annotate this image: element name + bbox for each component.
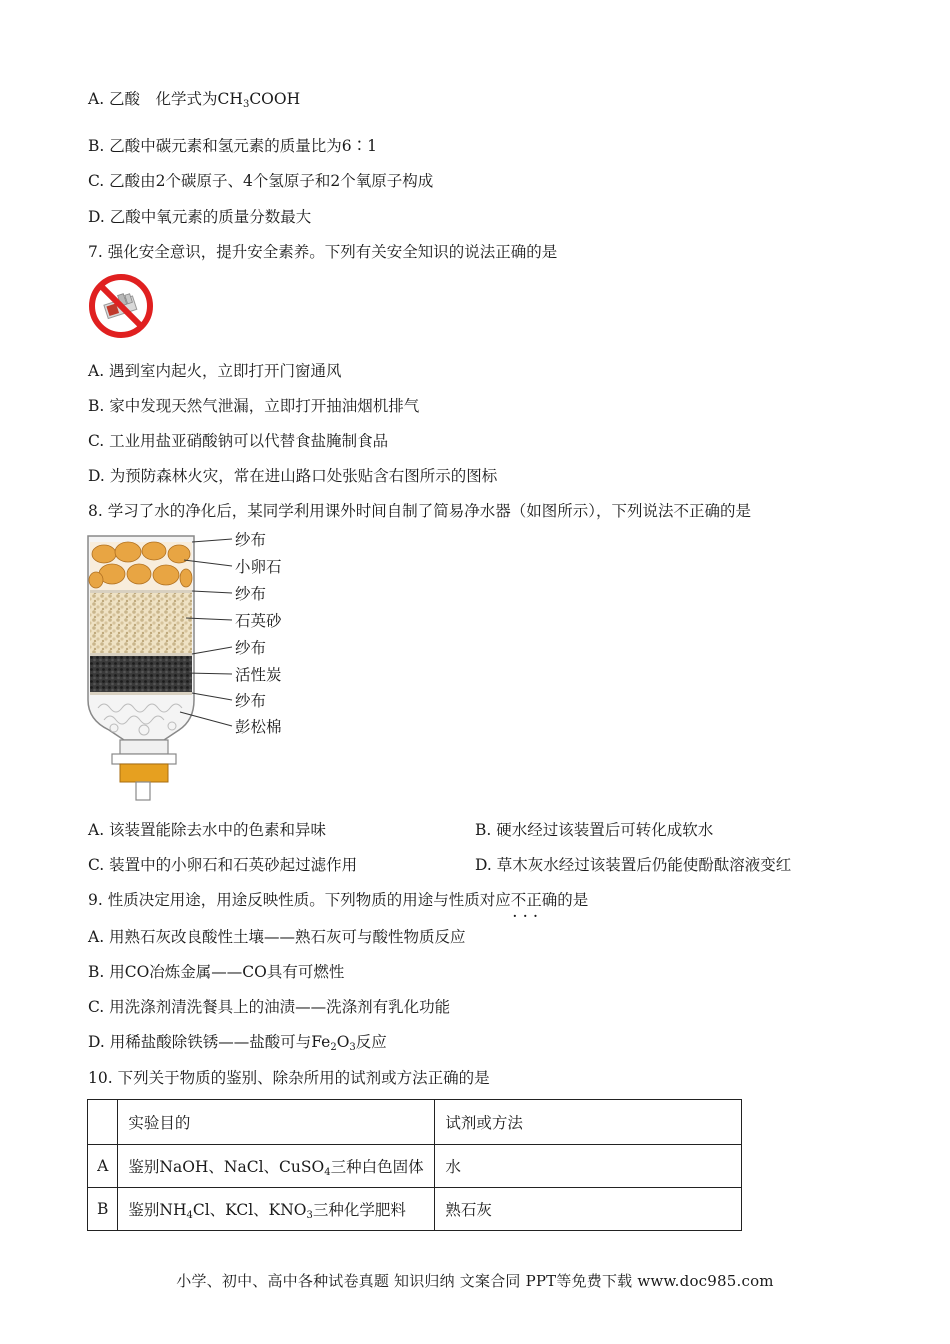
q9-option-c: C. 用洗涤剂清洗餐具上的油渍——洗涤剂有乳化功能 [88, 998, 451, 1016]
q6-option-c: C. 乙酸由2个碳原子、4个氢原子和2个氧原子构成 [88, 172, 434, 190]
q7-option-c: C. 工业用盐亚硝酸钠可以代替食盐腌制食品 [88, 432, 389, 450]
q8-option-a: A. 该装置能除去水中的色素和异味 [88, 821, 327, 839]
q6-option-d: D. 乙酸中氧元素的质量分数最大 [88, 208, 312, 226]
q8-option-d: D. 草木灰水经过该装置后仍能使酚酞溶液变红 [475, 856, 792, 874]
q9-option-b: B. 用CO冶炼金属——CO具有可燃性 [88, 963, 345, 981]
q8-option-b: B. 硬水经过该装置后可转化成软水 [475, 821, 714, 839]
no-fireworks-sign-icon [88, 273, 154, 339]
table-header-row [88, 1100, 742, 1145]
label-activated-carbon: 活性炭 [235, 666, 282, 684]
row-purpose: 鉴别NaOH、NaCl、CuSO$_4$三种白色固体 [118, 1145, 435, 1188]
table-header-key [88, 1100, 118, 1145]
q9-emphasis: 不正确 · · · [511, 890, 558, 910]
row-method: 水 [435, 1145, 742, 1188]
water-purifier-figure [84, 530, 314, 805]
table-row [88, 1188, 742, 1231]
q9-stem: 9. 性质决定用途，用途反映性质。下列物质的用途与性质对应不正确 · · ·的是 [88, 890, 588, 910]
label-gauze-1: 纱布 [235, 531, 267, 549]
row-purpose: 鉴别$NH_4Cl$、KCl、$KNO_3$三种化学肥料 [118, 1188, 435, 1231]
row-key: A [88, 1145, 118, 1188]
q8-stem: 8. 学习了水的净化后，某同学利用课外时间自制了简易净水器（如图所示），下列说法不正确的是 [88, 502, 751, 520]
q10-table [87, 1099, 742, 1231]
page-footer: 小学、初中、高中各种试卷真题 知识归纳 文案合同 PPT等免费下载 www.doc985.com [176, 1272, 774, 1290]
q7-option-b: B. 家中发现天然气泄漏，立即打开抽油烟机排气 [88, 397, 420, 415]
label-gauze-3: 纱布 [235, 639, 267, 657]
row-key: B [88, 1188, 118, 1231]
label-quartz-sand: 石英砂 [235, 612, 282, 630]
table-header-purpose: 实验目的 [118, 1100, 435, 1145]
label-cotton: 彭松棉 [235, 718, 282, 736]
q7-option-d: D. 为预防森林火灾，常在进山路口处张贴含右图所示的图标 [88, 467, 498, 485]
q10-stem: 10. 下列关于物质的鉴别、除杂所用的试剂或方法正确的是 [88, 1069, 490, 1087]
label-pebbles: 小卵石 [235, 558, 282, 576]
q6-option-a: A. 乙酸 化学式为$CH_3COOH$ [88, 90, 301, 110]
table-header-method: 试剂或方法 [435, 1100, 742, 1145]
q9-option-a: A. 用熟石灰改良酸性土壤——熟石灰可与酸性物质反应 [88, 928, 466, 946]
row-method: 熟石灰 [435, 1188, 742, 1231]
label-gauze-2: 纱布 [235, 585, 267, 603]
q9-option-d: D. 用稀盐酸除铁锈——盐酸可与$Fe_2O_3$反应 [88, 1033, 387, 1053]
table-row [88, 1145, 742, 1188]
q7-option-a: A. 遇到室内起火，立即打开门窗通风 [88, 362, 342, 380]
label-gauze-4: 纱布 [235, 692, 267, 710]
q6-option-b: B. 乙酸中碳元素和氢元素的质量比为6∶1 [88, 137, 377, 155]
q8-option-c: C. 装置中的小卵石和石英砂起过滤作用 [88, 856, 358, 874]
q7-stem: 7. 强化安全意识，提升安全素养。下列有关安全知识的说法正确的是 [88, 243, 558, 261]
